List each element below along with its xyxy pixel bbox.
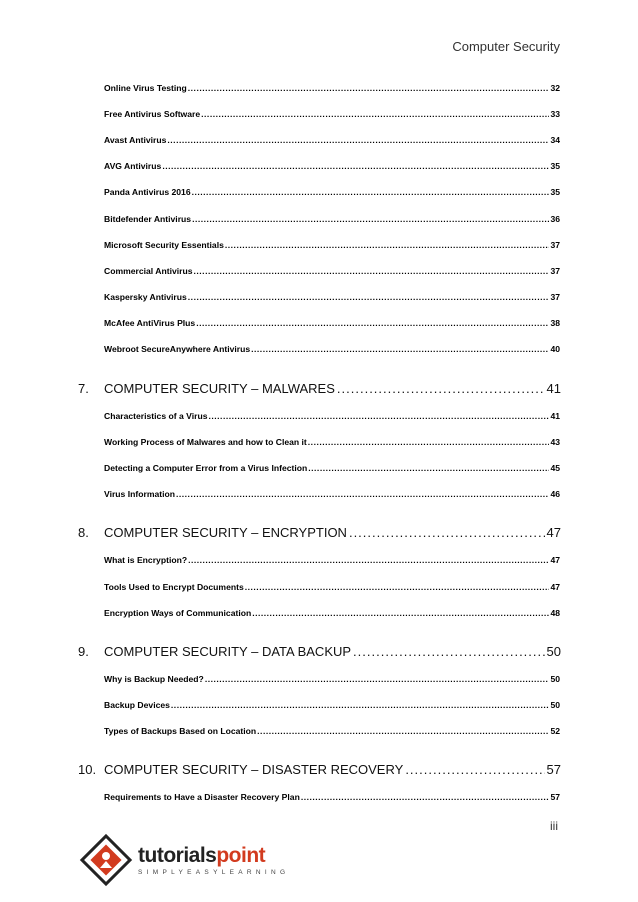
toc-entry[interactable]: [104, 411, 560, 421]
dot-leader: [188, 83, 550, 93]
dot-leader: [188, 292, 550, 302]
logo-tagline: SIMPLYEASYLEARNING: [138, 868, 290, 876]
toc-entry-page: 38: [550, 317, 560, 328]
toc-entry-title: Backup Devices: [104, 699, 170, 710]
dot-leader: [171, 700, 550, 710]
dot-leader: [162, 161, 549, 171]
toc-entry[interactable]: [104, 83, 560, 93]
toc-entry[interactable]: [104, 437, 560, 447]
dot-leader: [176, 489, 549, 499]
toc-entry-title: Free Antivirus Software: [104, 109, 201, 120]
dot-leader: [225, 240, 550, 250]
toc-entry-page: 57: [550, 792, 560, 802]
toc-entry-page: 34: [550, 135, 560, 146]
toc-entry-title: Panda Antivirus 2016: [104, 187, 191, 198]
toc-entry-title: Why is Backup Needed?: [104, 673, 204, 684]
dot-leader: [308, 437, 550, 447]
dot-leader: [188, 555, 549, 565]
logo-brand: [138, 845, 289, 867]
toc-entry[interactable]: [104, 700, 560, 710]
toc-entry-page: 47: [550, 581, 560, 592]
toc-entry-title: AVG Antivirus: [104, 161, 162, 172]
toc-entry-page: 37: [550, 291, 560, 302]
toc-chapter-title: COMPUTER SECURITY – DISASTER RECOVERY: [104, 762, 404, 777]
toc-entry-title: Commercial Antivirus: [104, 265, 193, 276]
dot-leader: [192, 187, 550, 197]
toc-chapter[interactable]: [78, 644, 561, 659]
running-header: Computer Security: [452, 39, 560, 54]
toc-entry[interactable]: [104, 240, 560, 250]
dot-leader: [194, 266, 550, 276]
toc-chapter-page: 41: [546, 381, 561, 396]
toc-entry-title: Microsoft Security Essentials: [104, 239, 224, 250]
dot-leader: [353, 644, 544, 659]
toc-entry[interactable]: [104, 292, 560, 302]
logo-brand-part2: point: [216, 843, 266, 867]
toc-entry[interactable]: [104, 344, 560, 354]
dot-leader: [308, 463, 549, 473]
toc-entry-title: Characteristics of a Virus: [104, 411, 208, 421]
toc-entry-page: 41: [550, 411, 560, 421]
dot-leader: [405, 762, 544, 777]
toc-entry-title: McAfee AntiVirus Plus: [104, 317, 196, 328]
toc-entry-title: Types of Backups Based on Location: [104, 725, 257, 736]
toc-chapter-number: 10.: [78, 762, 97, 777]
toc-entry-page: 33: [550, 109, 560, 120]
toc-entry[interactable]: [104, 161, 560, 171]
dot-leader: [301, 792, 550, 802]
toc-entry-title: Virus Information: [104, 489, 175, 500]
toc-chapter-number: 8.: [78, 525, 89, 541]
toc-entry-title: Requirements to Have a Disaster Recovery Plan: [104, 792, 300, 802]
logo-text: [138, 845, 289, 876]
toc-entry[interactable]: [104, 674, 560, 684]
dot-leader: [251, 344, 549, 354]
tutorialspoint-logo: [78, 832, 290, 888]
toc-entry-page: 35: [550, 187, 560, 198]
toc-entry[interactable]: [104, 582, 560, 592]
dot-leader: [209, 411, 550, 421]
toc-entry-page: 43: [550, 437, 560, 448]
toc-chapter-number: 7.: [78, 381, 89, 396]
toc-entry-page: 40: [550, 344, 560, 354]
toc-entry[interactable]: [104, 463, 560, 473]
toc-entry-page: 37: [550, 265, 560, 276]
toc-chapter-title: COMPUTER SECURITY – DATA BACKUP: [104, 643, 352, 659]
toc-entry-page: 48: [550, 607, 560, 618]
toc-entry-page: 52: [550, 725, 560, 736]
toc-entry-page: 46: [550, 489, 560, 500]
dot-leader: [252, 608, 549, 618]
toc-entry-title: Online Virus Testing: [104, 83, 187, 93]
dot-leader: [167, 135, 549, 145]
dot-leader: [257, 726, 549, 736]
toc-chapter-title: COMPUTER SECURITY – ENCRYPTION: [104, 525, 347, 541]
dot-leader: [205, 674, 550, 684]
toc-entry-title: Encryption Ways of Communication: [104, 607, 252, 618]
toc-entry-title: Kaspersky Antivirus: [104, 291, 187, 302]
toc-chapter[interactable]: [78, 525, 561, 540]
toc-entry[interactable]: [104, 187, 560, 197]
toc-entry[interactable]: [104, 109, 560, 119]
dot-leader: [192, 214, 549, 224]
toc-entry-title: Bitdefender Antivirus: [104, 213, 192, 224]
toc-entry-title: Tools Used to Encrypt Documents: [104, 581, 244, 592]
toc-chapter-title: COMPUTER SECURITY – MALWARES: [104, 381, 335, 396]
toc-entry-page: 37: [550, 239, 560, 250]
toc-entry-page: 47: [550, 555, 560, 566]
tutorialspoint-logo-icon: [78, 832, 134, 888]
toc-entry-title: Webroot SecureAnywhere Antivirus: [104, 344, 251, 354]
toc-chapter[interactable]: [78, 381, 561, 396]
toc-chapter[interactable]: [78, 762, 561, 777]
dot-leader: [349, 525, 545, 540]
toc-entry-page: 35: [550, 161, 560, 172]
toc-entry[interactable]: [104, 555, 560, 565]
page-number: iii: [550, 819, 558, 833]
toc-entry-title: Avast Antivirus: [104, 135, 167, 146]
toc-entry[interactable]: [104, 214, 560, 224]
toc-entry-page: 50: [550, 673, 560, 684]
dot-leader: [337, 381, 545, 396]
toc-entry-title: Detecting a Computer Error from a Virus Infection: [104, 463, 308, 474]
dot-leader: [245, 582, 550, 592]
toc-entry-page: 36: [550, 213, 560, 224]
toc-chapter-page: 50: [546, 643, 561, 659]
toc-chapter-page: 47: [546, 525, 561, 541]
toc-entry[interactable]: [104, 726, 560, 736]
toc-chapter-page: 57: [546, 762, 561, 777]
toc-entry-title: Working Process of Malwares and how to Clean it: [104, 437, 307, 448]
toc-entry[interactable]: [104, 135, 560, 145]
toc-entry-page: 50: [550, 699, 560, 710]
toc-entry[interactable]: [104, 792, 560, 802]
toc-entry[interactable]: [104, 318, 560, 328]
toc-chapter-number: 9.: [78, 643, 89, 659]
dot-leader: [196, 318, 549, 328]
dot-leader: [201, 109, 549, 119]
toc-entry-page: 32: [550, 83, 560, 93]
logo-brand-part1: tutorials: [138, 843, 217, 867]
toc-entry[interactable]: [104, 266, 560, 276]
toc-entry-title: What is Encryption?: [104, 555, 188, 566]
toc-entry-page: 45: [550, 463, 560, 474]
toc-entry[interactable]: [104, 489, 560, 499]
toc-entry[interactable]: [104, 608, 560, 618]
